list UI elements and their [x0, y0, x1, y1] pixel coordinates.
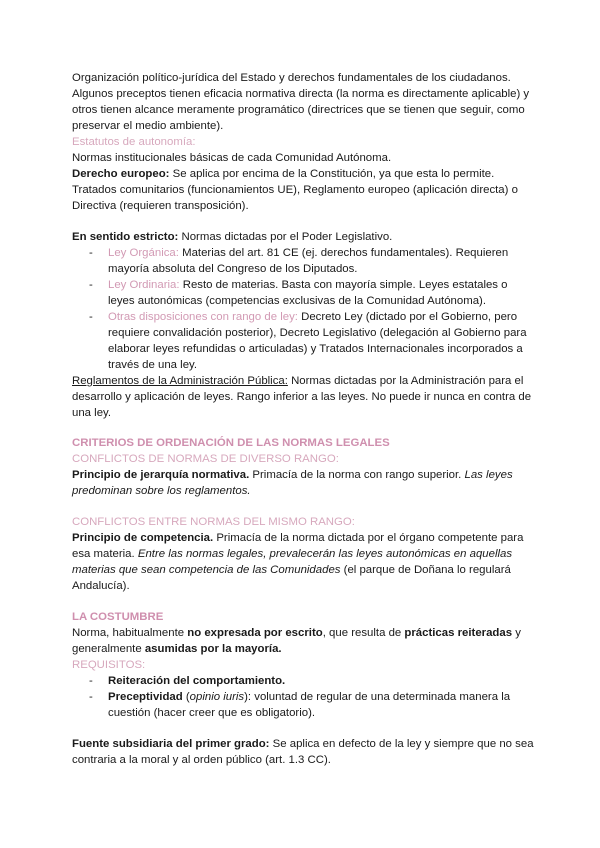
sentido-estricto-term: En sentido estricto:	[72, 231, 179, 243]
competencia-paragraph	[72, 530, 534, 594]
otras-disposiciones-label: Otras disposiciones con rango de ley:	[108, 311, 298, 323]
jerarquia-italic: Las leyes predominan sobre los reglamentos.	[72, 469, 513, 497]
otras-disposiciones-text: Decreto Ley (dictado por el Gobierno, pero requiere convalidación posterior), Decreto Legislativo (delegación al Gobierno para elaborar leyes refundidas o articuladas) y Tratados Internacionales incorporados a través de una ley.	[108, 311, 527, 371]
list-item-preceptividad	[72, 689, 534, 721]
estatutos-heading: Estatutos de autonomía:	[72, 136, 196, 148]
ley-types-list	[72, 245, 534, 373]
costumbre-heading: LA COSTUMBRE	[72, 611, 164, 623]
competencia-text: Primacía de la norma dictada por el órgano competente para esa materia.	[72, 532, 524, 560]
fuente-text: Se aplica en defecto de la ley y siempre que no sea contraria a la moral y al orden público (art. 1.3 CC).	[72, 738, 534, 766]
ley-organica-text: Materias del art. 81 CE (ej. derechos fundamentales). Requieren mayoría absoluta del Congreso de los Diputados.	[108, 247, 509, 275]
dash-bullet: -	[89, 691, 93, 703]
ley-ordinaria-label: Ley Ordinaria:	[108, 279, 180, 291]
fuente-paragraph	[72, 736, 534, 768]
competencia-term: Principio de competencia.	[72, 532, 214, 544]
list-item-ley-ordinaria	[72, 277, 534, 309]
costumbre-text-1: Norma, habitualmente	[72, 627, 188, 639]
fuente-term: Fuente subsidiaria del primer grado:	[72, 738, 270, 750]
dash-bullet: -	[89, 247, 93, 259]
estatutos-text: Normas institucionales básicas de cada Comunidad Autónoma.	[72, 152, 392, 164]
jerarquia-term: Principio de jerarquía normativa.	[72, 469, 250, 481]
reiteracion-text: Reiteración del comportamiento.	[108, 675, 286, 687]
requisitos-list	[72, 673, 534, 721]
ley-ordinaria-text: Resto de materias. Basta con mayoría simple. Leyes estatales o leyes autonómicas (competencias exclusivas de la Comunidad Autónoma).	[108, 279, 508, 307]
list-item-otras-disposiciones	[72, 309, 534, 373]
competencia-tail: (el parque de Doñana lo regulará Andalucía).	[72, 564, 511, 592]
dash-bullet: -	[89, 675, 93, 687]
derecho-europeo-text: Se aplica por encima de la Constitución, ya que esta lo permite. Tratados comunitarios (funcionamientos UE), Reglamento europeo (aplicación directa) o Directiva (requieren transposición).	[72, 168, 518, 212]
requisitos-heading: REQUISITOS:	[72, 659, 146, 671]
costumbre-bold-1: no expresada por escrito	[187, 627, 323, 639]
diverso-rango-subheading: CONFLICTOS DE NORMAS DE DIVERSO RANGO:	[72, 453, 339, 465]
sentido-estricto-paragraph	[72, 229, 534, 245]
ley-organica-label: Ley Orgánica:	[108, 247, 179, 259]
reglamentos-term: Reglamentos de la Administración Pública:	[72, 375, 288, 387]
dash-bullet: -	[89, 279, 93, 291]
preceptividad-open: (	[182, 691, 190, 703]
sentido-estricto-text: Normas dictadas por el Poder Legislativo.	[178, 231, 393, 243]
jerarquia-text: Primacía de la norma con rango superior.	[249, 469, 465, 481]
competencia-italic: Entre las normas legales, prevalecerán las leyes autonómicas en aquellas materias que sean competencia de las Comunidades	[72, 548, 513, 576]
costumbre-paragraph	[72, 625, 534, 657]
reglamentos-paragraph	[72, 373, 534, 421]
derecho-europeo-paragraph	[72, 166, 534, 214]
derecho-europeo-term: Derecho europeo:	[72, 168, 170, 180]
mismo-rango-subheading: CONFLICTOS ENTRE NORMAS DEL MISMO RANGO:	[72, 516, 355, 528]
costumbre-bold-2: prácticas reiteradas	[404, 627, 513, 639]
jerarquia-paragraph	[72, 467, 534, 499]
intro-paragraph: Organización político-jurídica del Estado y derechos fundamentales de los ciudadanos. Algunos preceptos tienen eficacia normativa directa (la norma es directamente aplicable) y otros tienen alcance meramente programático (directrices que se tienen que seguir, como preservar el medio ambiente).	[72, 72, 530, 132]
criterios-heading: CRITERIOS DE ORDENACIÓN DE LAS NORMAS LEGALES	[72, 437, 390, 449]
document-page	[72, 70, 534, 768]
list-item-ley-organica	[72, 245, 534, 277]
costumbre-text-2: , que resulta de	[322, 627, 405, 639]
reglamentos-text: Normas dictadas por la Administración para el desarrollo y aplicación de leyes. Rango inferior a las leyes. No puede ir nunca en contra de una ley.	[72, 375, 532, 419]
preceptividad-text: ): voluntad de regular de una determinada manera la cuestión (hacer creer que es obligatorio).	[108, 691, 511, 719]
preceptividad-term: Preceptividad	[108, 691, 183, 703]
list-item-reiteracion	[72, 673, 534, 689]
costumbre-bold-3: asumidas por la mayoría.	[144, 643, 282, 655]
dash-bullet: -	[89, 311, 93, 323]
costumbre-text-3: y generalmente	[72, 627, 521, 655]
opinio-iuris-italic: opinio iuris	[189, 691, 245, 703]
